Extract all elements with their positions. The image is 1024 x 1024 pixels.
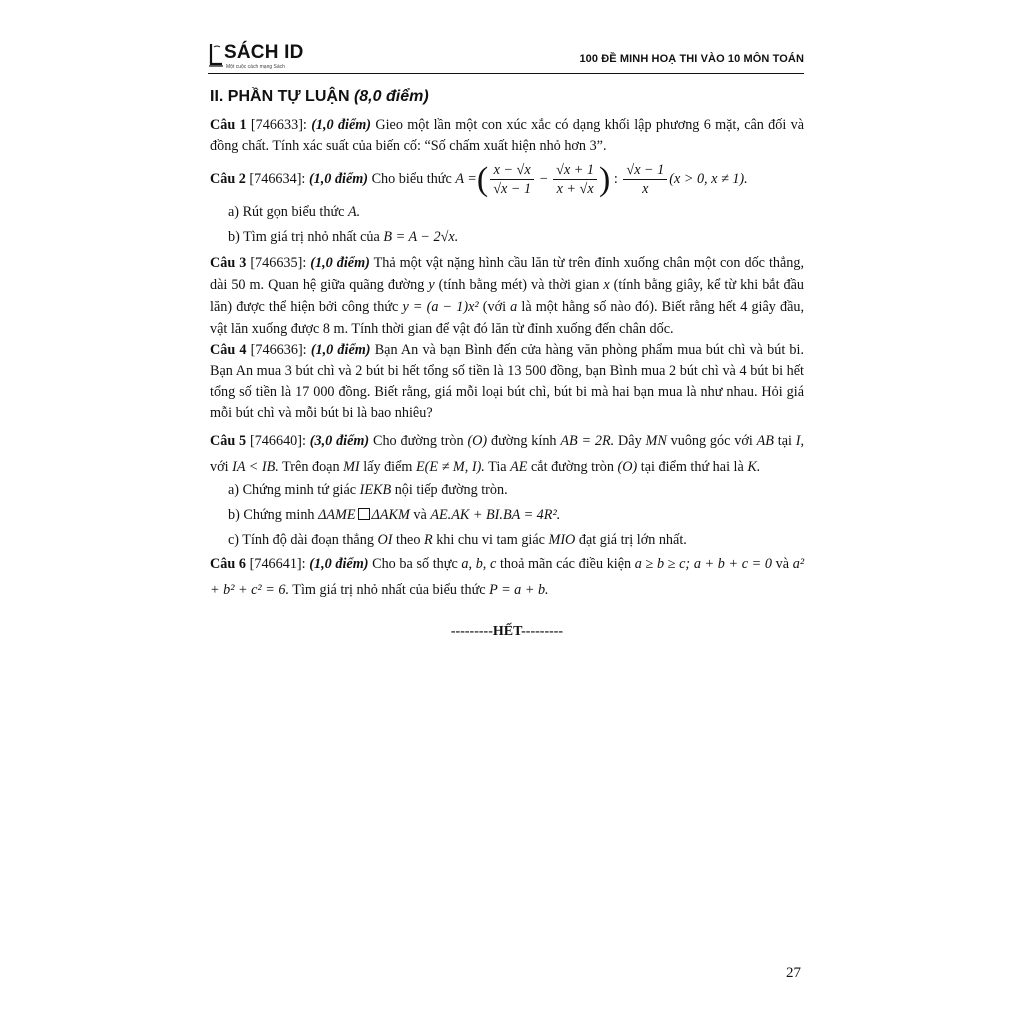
question-2b: b) Tìm giá trị nhỏ nhất của B = A − 2√x. xyxy=(228,229,459,245)
question-3: Câu 3 [746635]: (1,0 điểm) Thả một vật nặng hình cầu lăn từ trên đỉnh xuống chân một con dốc thẳng, dài 50 m. Quan hệ giữa quãng đường y (tính bằng mét) và thời gian x (tính bằng giây, kể từ khi bắt đầu lăn) được thể hiện bởi công thức y = (a − 1)x² (với a là một hằng số nào đó). Biết rằng hết 4 giây đầu, vật lăn xuống được 8 m. Tính thời gian để vật đó lăn từ đỉnh xuống đến chân dốc. xyxy=(210,255,805,337)
question-2: Câu 2 [746634]: (1,0 điểm) Cho biểu thức A = ( $\frac{x - √x}{√x - 1}$ − $\frac{√x + 1}{x + √x}$ ) : $\frac{√x - 1}{x}$ (x > 0, x ≠ 1). xyxy=(210,160,748,198)
question-2a: a) Rút gọn biểu thức A. xyxy=(228,204,361,220)
question-5b: b) Chứng minh ΔAME ΔAKM và AE.AK + BI.BA = 4R². xyxy=(228,507,561,523)
question-5c: c) Tính độ dài đoạn thẳng OI theo R khi chu vi tam giác MIO đạt giá trị lớn nhất. xyxy=(228,532,687,548)
page-number: 27 xyxy=(786,965,801,981)
exam-content xyxy=(210,86,804,642)
similar-symbol-box xyxy=(358,508,370,520)
fraction-3: $\frac{√x - 1}{x}$ xyxy=(623,161,667,198)
question-5: Câu 5 [746640]: (3,0 điểm) Cho đường tròn (O) đường kính AB = 2R. Dây MN vuông góc với AB tại I, với IA < IB. Trên đoạn MI lấy điểm E(E ≠ M, I). Tia AE cắt đường tròn (O) tại điểm thứ hai là K. xyxy=(210,433,805,475)
question-5a: a) Chứng minh tứ giác IEKB nội tiếp đường tròn. xyxy=(228,482,508,498)
fraction-1: $\frac{x - √x}{√x - 1}$ xyxy=(490,161,534,198)
fraction-2: $\frac{√x + 1}{x + √x}$ xyxy=(553,161,597,198)
question-4: Câu 4 [746636]: (1,0 điểm) Bạn An và bạn Bình đến cửa hàng văn phòng phẩm mua bút chì và bút bi. Bạn An mua 3 bút chì và 2 bút bi hết tổng số tiền là 13 500 đồng, bạn Bình mua 2 bút chì và 4 bút bi hết tổng số tiền là 17 000 đồng. Biết rằng, giá mỗi loại bút chì, bút bi mà hai bạn mua là như nhau. Hỏi giá mỗi bút chì và mỗi bút bi là bao nhiêu? xyxy=(210,342,805,421)
header-divider xyxy=(208,73,804,75)
book-title: 100 ĐỀ MINH HOẠ THI VÀO 10 MÔN TOÁN xyxy=(579,53,804,65)
logo-text: SÁCH ID xyxy=(224,42,304,63)
page-header xyxy=(208,38,804,74)
end-marker: ---------HẾT--------- xyxy=(450,624,564,639)
question-6: Câu 6 [746641]: (1,0 điểm) Cho ba số thực a, b, c thoả mãn các điều kiện a ≥ b ≥ c; a + b + c = 0 và a² + b² + c² = 6. Tìm giá trị nhỏ nhất của biểu thức P = a + b. xyxy=(210,556,805,598)
question-1: Câu 1 [746633]: (1,0 điểm) Gieo một lần một con xúc xắc có dạng khối lập phương 6 mặt, cân đối và đồng chất. Tính xác suất của biến cố: “Số chấm xuất hiện nhỏ hơn 3”. xyxy=(210,117,804,154)
section-title: II. PHẦN TỰ LUẬN (8,0 điểm) xyxy=(210,88,429,105)
publisher-logo xyxy=(208,42,318,72)
logo-tagline: Một cuộc cách mạng Sách xyxy=(226,64,285,70)
book-icon xyxy=(208,42,224,68)
expression-lhs: A = xyxy=(455,171,477,187)
